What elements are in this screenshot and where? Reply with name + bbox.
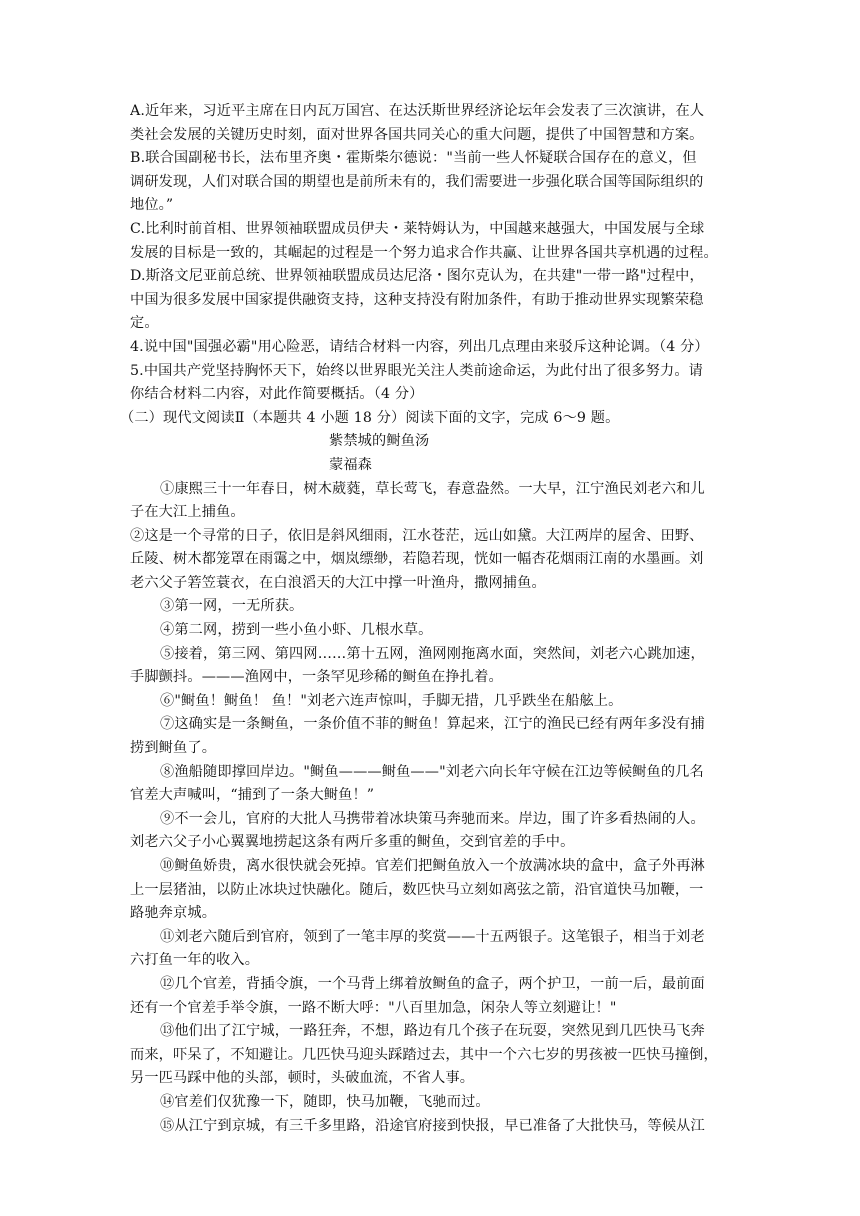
paragraph-start-line: ⑦这确实是一条鲥鱼，一条价值不菲的鲥鱼！算起来，江宁的渔民已经有两年多没有捕 [160,716,705,733]
text-line: 上一层猪油，以防止冰块过快融化。随后，数匹快马立刻如离弦之箭，沿官道快马加鞭，一 [130,881,704,898]
text-line: 官差大声喊叫，“捕到了一条大鲥鱼！” [130,787,375,804]
paragraph-start-line: ⑩鲥鱼娇贵，离水很快就会死掉。官差们把鲥鱼放入一个放满冰块的盒中，盒子外再淋 [160,858,705,874]
text-line: D.斯洛文尼亚前总统、世界领袖联盟成员达尼洛・图尔克认为，在共建"一带一路"过程中， [130,268,704,285]
paragraph-start-line: ⑪刘老六随后到官府，领到了一笔丰厚的奖赏——十五两银子。这笔银子，相当于刘老 [160,928,705,945]
text-line: 而来，吓呆了，不知避让。几匹快马迎头踩踏过去，其中一个六七岁的男孩被一匹快马撞倒， [130,1046,718,1063]
text-line: 捞到鲥鱼了。 [130,740,217,757]
paragraph-start-line: ①康熙三十一年春日，树木葳蕤，草长莺飞，春意盎然。一大早，江宁渔民刘老六和儿 [160,480,705,497]
text-line: 你结合材料二内容，对此作简要概括。（4 分） [130,386,424,403]
text-line: 子在大江上捕鱼。 [130,504,245,521]
paragraph-start-line: ⑮从江宁到京城，有三千多里路，沿途官府接到快报，早已准备了大批快马，等候从江 [160,1117,705,1134]
paragraph-start-line: ③第一网，一无所获。 [160,598,304,615]
text-line: 地位。” [130,197,174,214]
paragraph-start-line: ⑬他们出了江宁城，一路狂奔，不想，路边有几个孩子在玩耍，突然见到几匹快马飞奔 [160,1023,705,1040]
paragraph-start-line: ⑧渔船随即撑回岸边。"鲥鱼———鲥鱼——"刘老六向长年守候在江边等候鲥鱼的几名 [160,763,704,780]
article-author: 蒙福森 [329,456,373,473]
paragraph-start-line: ⑥"鲥鱼！鲥鱼！ 鱼！"刘老六连声惊叫，手脚无措，几乎跌坐在船舷上。 [160,692,623,709]
paragraph-start-line: ⑨不一会儿，官府的大批人马携带着冰块策马奔驰而来。岸边，围了许多看热闹的人。 [160,810,705,827]
text-line: 六打鱼一年的收入。 [130,952,260,969]
text-line: 另一匹马踩中他的头部，顿时，头破血流，不省人事。 [130,1070,475,1087]
text-line: C.比利时前首相、世界领袖联盟成员伊夫・莱特姆认为，中国越来越强大，中国发展与全球 [130,220,705,237]
text-line: 调研发现，人们对联合国的期望也是前所未有的，我们需要进一步强化联合国等国际组织的 [130,173,704,190]
text-line: 还有一个官差手举令旗，一路不断大呼："八百里加急，闲杂人等立刻避让！" [130,999,617,1016]
text-line: 4.说中国"国强必霸"用心险恶，请结合材料一内容，列出几点理由来驳斥这种论调。（4 分） [130,338,709,355]
text-line: ②这是一个寻常的日子，依旧是斜风细雨，江水苍茫，远山如黛。大江两岸的屋舍、田野、 [130,527,704,544]
text-line: 老六父子箬笠蓑衣，在白浪滔天的大江中撑一叶渔舟，撒网捕鱼。 [130,574,546,591]
paragraph-start-line: ⑭官差们仅犹豫一下，随即，快马加鞭，飞驰而过。 [160,1093,490,1110]
text-line: 刘老六父子小心翼翼地捞起这条有两斤多重的鲥鱼，交到官差的手中。 [130,834,575,851]
article-title: 紫禁城的鲥鱼汤 [329,433,430,450]
text-line: 中国为很多发展中国家提供融资支持，这种支持没有附加条件，有助于推动世界实现繁荣稳 [130,291,704,308]
text-line: A.近年来，习近平主席在日内瓦万国宫、在达沃斯世界经济论坛年会发表了三次演讲，在人 [130,103,705,119]
text-line: 5.中国共产党坚持胸怀天下，始终以世界眼光关注人类前途命运，为此付出了很多努力。请 [130,362,704,379]
document-page [120,100,735,1138]
paragraph-start-line: ⑫几个官差，背插令旗，一个马背上绑着放鲥鱼的盒子，两个护卫，一前一后，最前面 [160,975,705,992]
paragraph-start-line: ④第二网，捞到一些小鱼小虾、几根水草。 [160,622,433,639]
text-line: 定。 [130,315,159,332]
text-line: 路驰奔京城。 [130,905,217,922]
text-line: 丘陵、树木都笼罩在雨霭之中，烟岚缥缈，若隐若现，恍如一幅杏花烟雨江南的水墨画。刘 [130,551,704,568]
text-line: 类社会发展的关键历史时刻，面对世界各国共同关心的重大问题，提供了中国智慧和方案。 [130,126,704,143]
paragraph-start-line: ⑤接着，第三网、第四网……第十五网，渔网刚拖离水面，突然间，刘老六心跳加速， [160,645,705,662]
section-heading: （二）现代文阅读Ⅱ（本题共 4 小题 18 分）阅读下面的文字，完成 6～9 题。 [120,409,620,426]
text-line: 手脚颤抖。———渔网中，一条罕见珍稀的鲥鱼在挣扎着。 [130,669,503,686]
text-line: B.联合国副秘书长，法布里齐奥・霍斯柴尔德说："当前一些人怀疑联合国存在的意义，但 [130,150,697,167]
text-line: 发展的目标是一致的，其崛起的过程是一个努力追求合作共赢、让世界各国共享机遇的过程。 [130,244,718,261]
